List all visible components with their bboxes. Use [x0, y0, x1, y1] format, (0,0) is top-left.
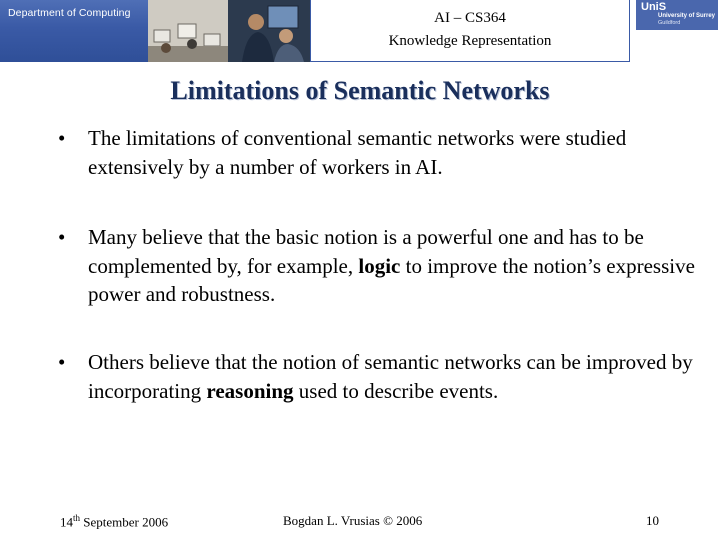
- page-number: 10: [646, 513, 659, 528]
- bullet-item: [58, 223, 708, 309]
- bullet-text: [88, 225, 695, 306]
- bullet-text-segment: Others believe that the notion of semantic networks can be improved by incorporating: [88, 350, 693, 403]
- bullet-emphasis-logic: logic: [358, 253, 401, 278]
- bullet-text: The limitations of conventional semantic networks were studied extensively by a number of workers in AI.: [88, 126, 627, 179]
- bullet-dot-icon: •: [58, 350, 66, 374]
- footer-date-day: 14: [60, 514, 73, 530]
- bullet-item: [58, 124, 708, 181]
- bullet-text: [88, 350, 693, 403]
- bullet-emphasis-reasoning: reasoning: [206, 378, 294, 403]
- course-topic: Knowledge Representation: [388, 33, 552, 49]
- footer-date-rest: September 2006: [80, 514, 169, 530]
- footer-date-suffix: th: [73, 513, 81, 523]
- students-photo: [228, 0, 310, 62]
- logo-city: Guildford: [658, 20, 681, 26]
- logo-university: University of Surrey: [658, 13, 716, 19]
- slide-title-text: Limitations of Semantic Networks: [170, 76, 550, 105]
- bullet-text-segment: Many believe that the basic notion is a powerful one and has to be complemented by, for example,: [88, 225, 644, 278]
- slide-header: [0, 0, 720, 62]
- bullet-text-segment: to improve the notion’s expressive power and robustness.: [88, 253, 695, 306]
- lab-photo-illustration: [148, 0, 228, 62]
- bullet-item: [58, 348, 708, 405]
- logo-unis: UniS: [641, 1, 667, 13]
- lab-photo: [148, 0, 228, 62]
- university-logo: [632, 0, 720, 62]
- bullet-dot-icon: •: [58, 225, 66, 249]
- footer-date: [60, 513, 168, 530]
- department-banner: [0, 0, 148, 62]
- department-label: Department of Computing: [8, 7, 131, 19]
- bullet-dot-icon: •: [58, 126, 66, 150]
- slide-title: [0, 76, 720, 106]
- students-photo-illustration: [228, 0, 310, 62]
- course-title-block: [310, 0, 630, 62]
- course-code: AI – CS364: [434, 10, 506, 26]
- footer-author: Bogdan L. Vrusias © 2006: [283, 513, 423, 528]
- bullet-text-segment: used to describe events.: [293, 378, 499, 403]
- logo-badge: [636, 0, 718, 30]
